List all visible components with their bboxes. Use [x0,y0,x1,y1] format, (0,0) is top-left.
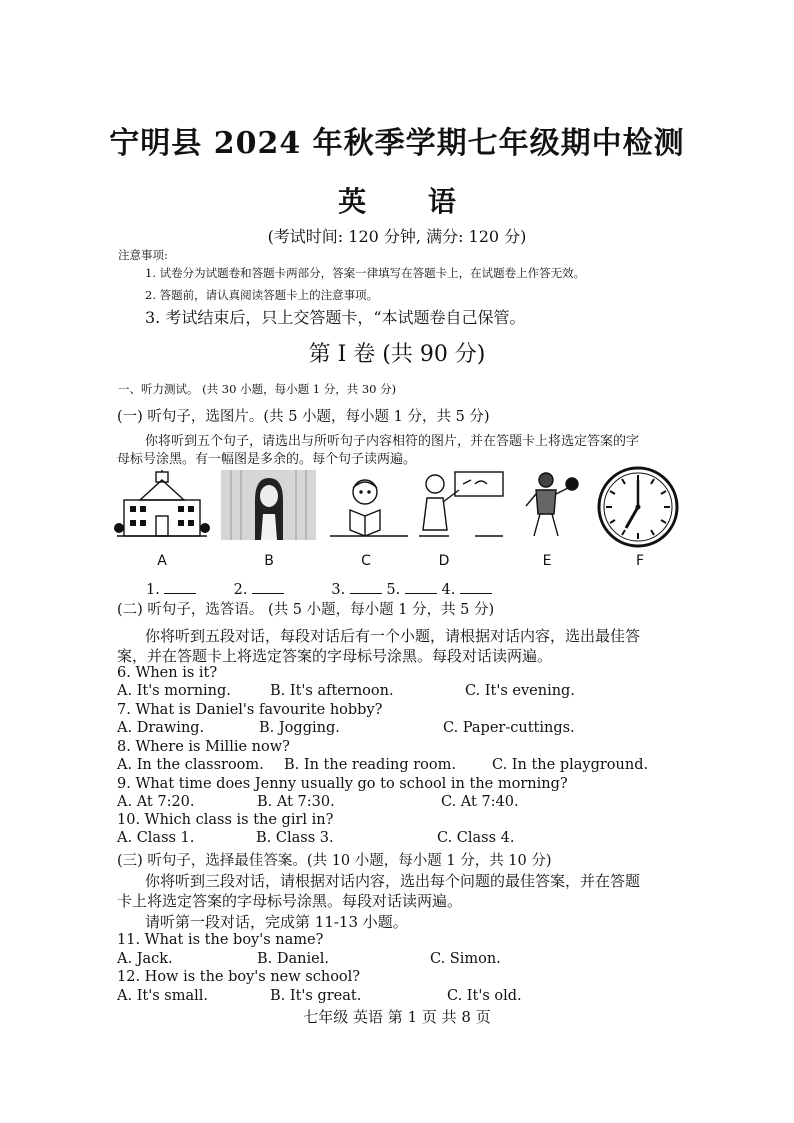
section-instruction: 案，并在答题卡上将选定答案的字母标号涂黑。每段对话读两遍。 [117,647,553,665]
option-a: A. Drawing. [117,720,205,736]
question-text: 9. What time does Jenny usually go to school in the morning? [117,776,568,792]
section-heading: (一) 听句子，选图片。(共 5 小题，每小题 1 分，共 5 分) [117,409,490,425]
picture-label: C [361,553,371,569]
answer-blank[interactable] [164,579,196,594]
option-c: C. Paper-cuttings. [443,720,575,736]
girl-photo-icon [221,470,316,540]
section-heading: (三) 听句子，选择最佳答案。(共 10 小题，每小题 1 分，共 10 分) [117,853,552,869]
blank-number: 1. [146,582,160,598]
option-c: C. It's old. [447,988,522,1004]
picture-label: D [438,553,450,569]
option-b: B. Daniel. [257,951,329,967]
answer-blank-row [146,579,492,598]
option-a: A. Class 1. [117,830,195,846]
option-c: C. At 7:40. [441,794,519,810]
answer-blank[interactable] [252,579,284,594]
school-building-icon [112,470,212,540]
subject-title: 英 语 [338,185,482,218]
exam-info: (考试时间: 120 分钟, 满分: 120 分) [267,227,527,246]
option-b: B. At 7:30. [257,794,335,810]
note-item: 1. 试卷分为试题卷和答题卡两部分，答案一律填写在答题卡上，在试题卷上作答无效。 [145,266,586,280]
option-c: C. In the playground. [492,757,649,773]
option-a: A. At 7:20. [117,794,195,810]
answer-blank[interactable] [405,579,437,594]
notes-heading: 注意事项: [118,248,168,262]
page-footer: 七年级 英语 第 1 页 共 8 页 [303,1008,491,1026]
question-text: 10. Which class is the girl in? [117,812,334,828]
ping-pong-player-icon [520,470,582,540]
option-c: C. It's evening. [465,683,575,699]
question-text: 11. What is the boy's name? [117,932,324,948]
option-a: A. Jack. [117,951,173,967]
answer-blank[interactable] [350,579,382,594]
teacher-at-board-icon [415,470,507,540]
question-text: 8. Where is Millie now? [117,739,290,755]
picture-label: F [635,553,645,569]
picture-label: B [264,553,274,569]
option-b: B. It's afternoon. [270,683,394,699]
question-text: 6. When is it? [117,665,218,681]
question-text: 7. What is Daniel's favourite hobby? [117,702,383,718]
option-b: B. In the reading room. [284,757,456,773]
section-instruction: 你将听到五段对话，每段对话后有一个小题，请根据对话内容，选出最佳答 [145,627,641,645]
option-b: B. Class 3. [256,830,334,846]
blank-number: 5. [386,582,401,598]
blank-number: 2. [233,582,248,598]
section-instruction: 你将听到五个句子，请选出与所听句子内容相符的图片，并在答题卡上将选定答案的字 [145,434,640,449]
volume-heading: 第 I 卷 (共 90 分) [308,342,486,367]
section-instruction: 请听第一段对话，完成第 11-13 小题。 [145,913,408,931]
clock-icon [597,466,679,548]
option-b: B. It's great. [270,988,362,1004]
option-c: C. Simon. [430,951,501,967]
section-instruction: 母标号涂黑。有一幅图是多余的。每个句子读两遍。 [117,452,417,467]
note-item: 3. 考试结束后，只上交答题卡，“本试题卷自己保管。 [145,308,526,327]
option-c: C. Class 4. [437,830,515,846]
boy-reading-icon [320,470,410,540]
blank-number: 4. [441,582,456,598]
section-instruction: 你将听到三段对话，请根据对话内容，选出每个问题的最佳答案，并在答题 [145,872,641,890]
option-b: B. Jogging. [259,720,340,736]
note-item: 2. 答题前，请认真阅读答题卡上的注意事项。 [145,288,379,302]
option-a: A. In the classroom. [117,757,264,773]
answer-blank[interactable] [460,579,492,594]
section-heading: (二) 听句子，选答语。 (共 5 小题，每小题 1 分，共 5 分) [117,602,495,618]
picture-label: E [542,553,552,569]
option-a: A. It's morning. [117,683,231,699]
question-text: 12. How is the boy's new school? [117,969,361,985]
exam-title: 宁明县 2024 年秋季学期七年级期中检测 [109,126,685,161]
part-heading: 一、听力测试。 (共 30 小题，每小题 1 分，共 30 分) [118,382,397,396]
section-instruction: 卡上将选定答案的字母标号涂黑。每段对话读两遍。 [117,892,463,910]
picture-label: A [157,553,167,569]
option-a: A. It's small. [117,988,209,1004]
blank-number: 3. [331,582,346,598]
